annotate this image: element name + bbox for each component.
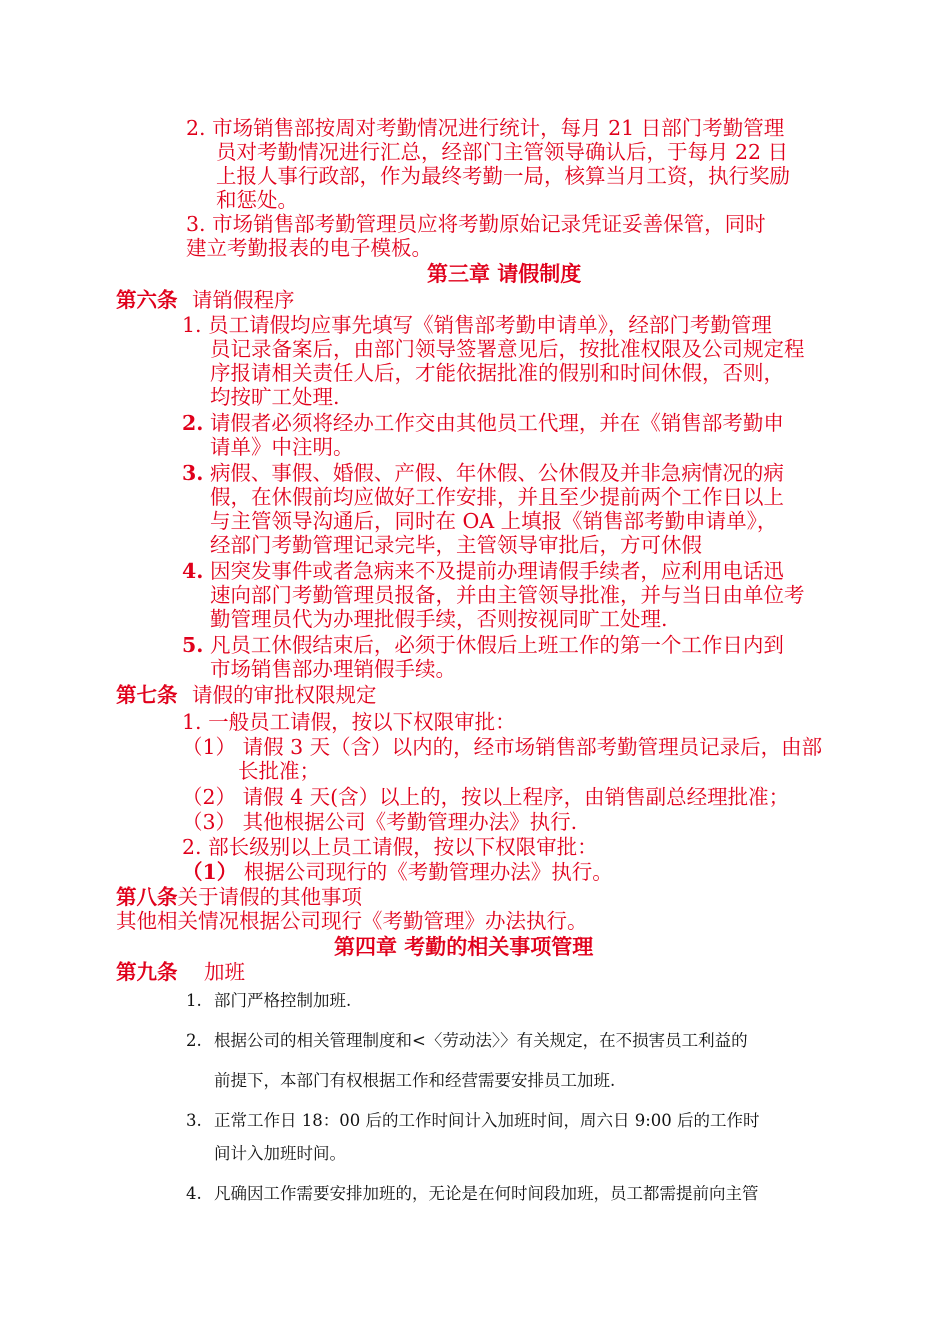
item-text: 市场销售部考勤管理员应将考勤原始记录凭证妥善保管，同时 [212, 212, 766, 236]
item-text: 建立考勤报表的电子模板。 [186, 236, 432, 260]
item-text: 上报人事行政部，作为最终考勤一局，核算当月工资，执行奖励 [216, 164, 790, 188]
item-number: 2. [186, 116, 206, 140]
item-text: 部门严格控制加班. [214, 991, 352, 1010]
list-item [182, 785, 789, 809]
article-label: 第六条 [116, 288, 178, 312]
list-item [182, 860, 613, 884]
item-number: 3. [186, 1111, 202, 1130]
item-number: 4. [186, 1184, 202, 1203]
item-number: （1） [182, 860, 238, 884]
list-item [182, 313, 772, 337]
list-item [186, 1110, 760, 1132]
item-number: （3） [182, 810, 237, 834]
item-text: 市场销售部办理销假手续。 [210, 657, 456, 681]
article-label: 第八条 [116, 885, 178, 909]
item-text: 前提下，本部门有权根据工作和经营需要安排员工加班. [214, 1071, 616, 1090]
list-item [182, 810, 577, 834]
list-item [182, 461, 784, 485]
item-text: 请假 4 天(含）以上的，按以上程序，由销售副总经理批准； [242, 785, 790, 809]
list-item [182, 633, 784, 657]
list-item [186, 1030, 748, 1052]
article-title: 请销假程序 [192, 288, 295, 312]
list-item [182, 411, 784, 435]
item-text: 正常工作日 18：00 后的工作时间计入加班时间，周六日 9:00 后的工作时 [214, 1111, 760, 1130]
item-text: 员记录备案后，由部门领导签署意见后，按批准权限及公司规定程 [210, 337, 805, 361]
item-text: 凡员工休假结束后，必须于休假后上班工作的第一个工作日内到 [209, 633, 784, 657]
item-number: （2） [182, 785, 237, 809]
list-item [186, 1183, 759, 1205]
item-text: 序报请相关责任人后，才能依据批准的假别和时间休假，否则， [210, 361, 784, 385]
item-text: 假，在休假前均应做好工作安排，并且至少提前两个工作日以上 [210, 485, 784, 509]
item-text: 市场销售部按周对考勤情况进行统计，每月 21 日部门考勤管理 [212, 116, 785, 140]
item-number: 3. [186, 212, 206, 236]
item-text: 病假、事假、婚假、产假、年休假、公休假及并非急病情况的病 [209, 461, 784, 485]
item-number: 5. [182, 633, 204, 657]
item-text: 勤管理员代为办理批假手续，否则按视同旷工处理. [210, 607, 668, 631]
item-text: 因突发事件或者急病来不及提前办理请假手续者，应利用电话迅 [209, 559, 784, 583]
item-text: 速向部门考勤管理员报备，并由主管领导批准，并与当日由单位考 [210, 583, 805, 607]
list-item [186, 990, 351, 1012]
item-text: 经部门考勤管理记录完毕，主管领导审批后，方可休假 [210, 533, 702, 557]
article-label: 第七条 [116, 683, 178, 707]
item-text: 与主管领导沟通后，同时在 OA 上填报《销售部考勤申请单》， [210, 509, 778, 533]
article-title: 请假的审批权限规定 [192, 683, 377, 707]
item-text: 根据公司现行的《考勤管理办法》执行。 [243, 860, 613, 884]
article-label: 第九条 [116, 960, 178, 984]
item-text: 凡确因工作需要安排加班的，无论是在何时间段加班，员工都需提前向主管 [214, 1184, 759, 1203]
list-item [186, 116, 784, 140]
item-text: 员对考勤情况进行汇总，经部门主管领导确认后，于每月 22 日 [216, 140, 789, 164]
item-text: 请假者必须将经办工作交由其他员工代理，并在《销售部考勤申 [209, 411, 784, 435]
article-title: 加班 [204, 960, 246, 984]
item-number: 2. [186, 1031, 202, 1050]
item-number: （1） [182, 735, 237, 759]
item-text: 根据公司的相关管理制度和<〈劳动法〉〉有关规定，在不损害员工利益的 [214, 1031, 748, 1050]
article-heading [116, 683, 377, 707]
article-body: 其他相关情况根据公司现行《考勤管理》办法执行。 [116, 909, 588, 933]
item-text: 和惩处。 [216, 188, 298, 212]
article-heading [116, 960, 245, 984]
chapter-title: 第三章 请假制度 [427, 261, 582, 286]
subsection-heading: 2. 部长级别以上员工请假，按以下权限审批： [182, 835, 598, 859]
item-text: 请单》中注明。 [210, 435, 354, 459]
item-number: 3. [182, 461, 204, 485]
article-title: 关于请假的其他事项 [177, 885, 362, 909]
item-text: 请假 3 天（含）以内的，经市场销售部考勤管理员记录后，由部 [242, 735, 823, 759]
item-number: 2. [182, 411, 204, 435]
article-heading [116, 885, 362, 909]
item-number: 1. [186, 991, 202, 1010]
list-item [182, 559, 784, 583]
item-number: 1. [182, 313, 202, 337]
item-text: 员工请假均应事先填写《销售部考勤申请单》，经部门考勤管理 [208, 313, 772, 337]
item-text: 间计入加班时间。 [214, 1144, 346, 1163]
item-text: 均按旷工处理. [210, 385, 340, 409]
item-text: 长批准； [238, 759, 320, 783]
subsection-heading: 1. 一般员工请假，按以下权限审批： [182, 710, 516, 734]
list-item [182, 735, 822, 759]
list-item [186, 212, 766, 236]
article-heading [116, 288, 295, 312]
item-number: 4. [182, 559, 204, 583]
item-text: 其他根据公司《考勤管理办法》执行. [242, 810, 578, 834]
chapter-title: 第四章 考勤的相关事项管理 [334, 934, 594, 959]
